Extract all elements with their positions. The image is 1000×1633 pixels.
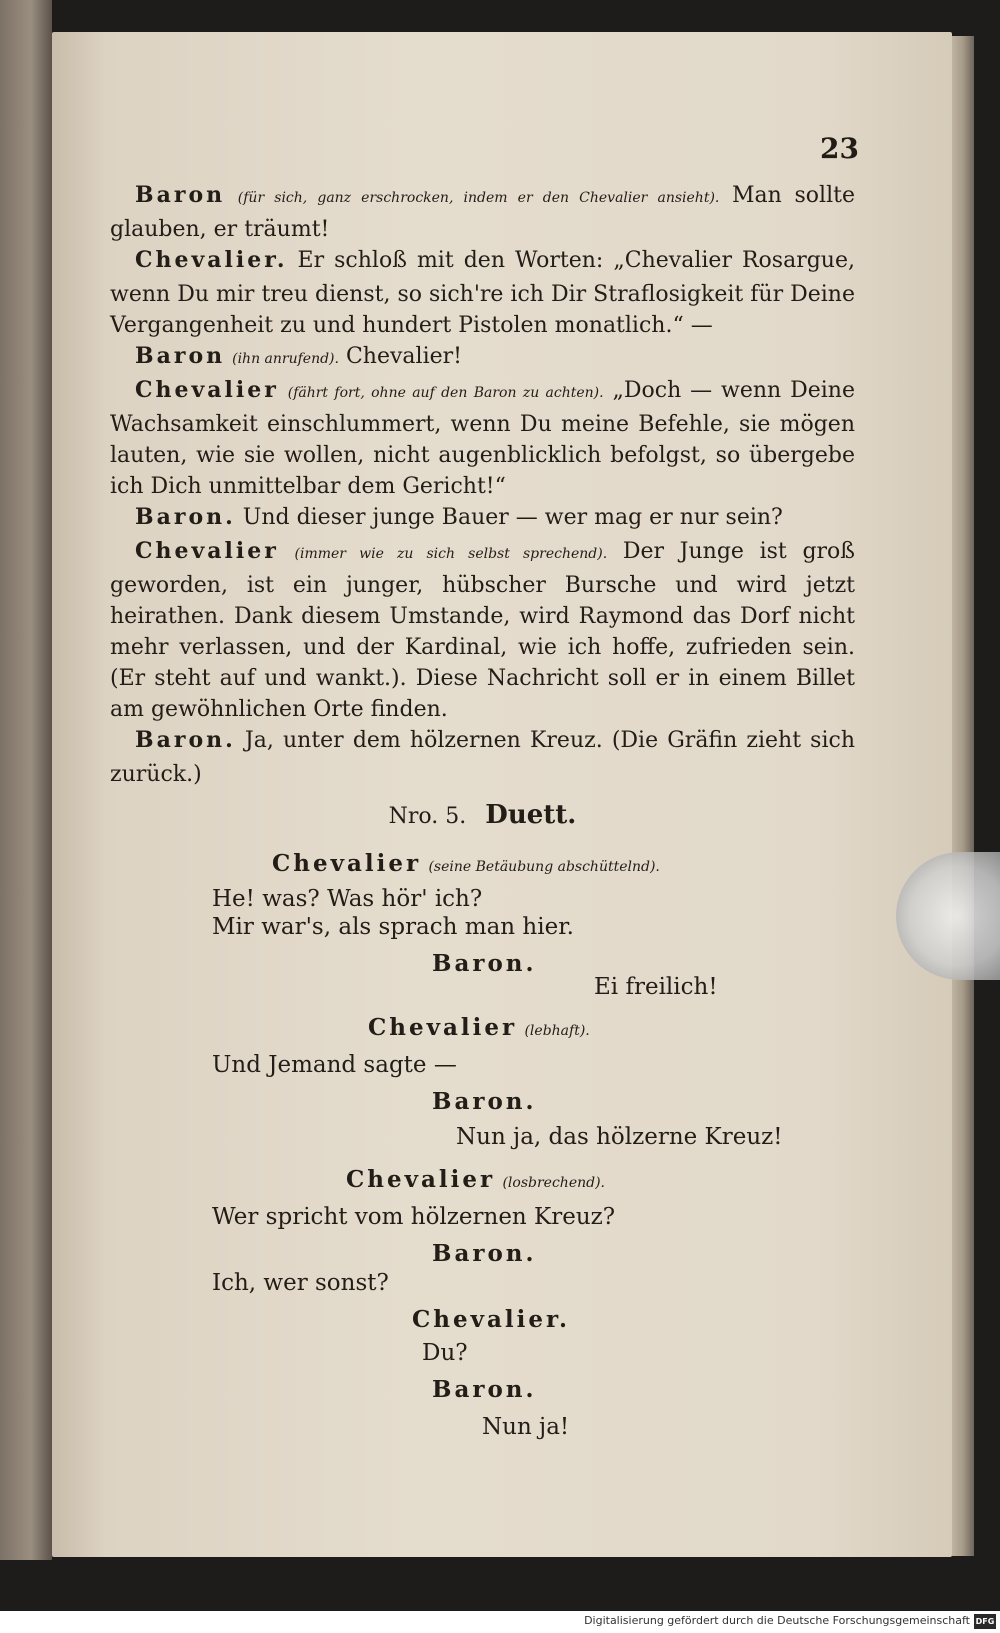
speaker-name: Baron. xyxy=(432,1376,537,1403)
speaker-line xyxy=(346,1166,605,1193)
speaker-name: Chevalier. xyxy=(135,247,288,273)
dialogue-text: Er schloß mit den Worten: „Chevalier Rosargue, wenn Du mir treu dienst, so sich're ich Dir Straflosigkeit für Deine Vergangenheit zu und hundert Pistolen monatlich.“ — xyxy=(110,248,855,338)
number-heading xyxy=(110,800,855,830)
dialogue-text: Der Junge ist groß geworden, ist ein junger, hübscher Bursche und wird jetzt heirathen. Dank diesem Umstande, wird Raymond das Dorf nicht mehr verlassen, und der Kardinal, wie ich hoffe, zufrieden sein. (Er steht auf und wankt.). Diese Nachricht soll er in einem Billet am gewöhnlichen Orte finden. xyxy=(110,539,855,722)
number-label: Nro. 5. xyxy=(388,804,467,829)
speaker-name: Baron xyxy=(135,343,226,369)
paragraph xyxy=(110,725,855,790)
paragraph xyxy=(110,245,855,341)
dialogue-text: „Doch — wenn Deine Wachsamkeit einschlummert, wenn Du meine Befehle, sie mögen lauten, wie sie wollen, nicht augenblicklich befolgst, so übergebe ich Dich unmittelbar dem Gericht!“ xyxy=(110,378,855,499)
speaker-line xyxy=(432,1240,537,1267)
dialogue-text: Chevalier! xyxy=(345,344,462,369)
left-page-edge xyxy=(0,0,52,1560)
speaker-name: Baron. xyxy=(432,1240,537,1267)
funding-credit: Digitalisierung gefördert durch die Deutsche Forschungsgemeinschaft xyxy=(584,1614,970,1627)
section-title: Duett. xyxy=(485,800,577,830)
speaker-name: Chevalier xyxy=(135,377,279,403)
verse-line: Ei freilich! xyxy=(594,974,718,1000)
verse-line: Du? xyxy=(422,1340,468,1366)
dialogue-text: Ja, unter dem hölzernen Kreuz. (Die Gräfin zieht sich zurück.) xyxy=(110,728,856,787)
speaker-name: Baron. xyxy=(432,950,537,977)
stage-direction: (losbrechend). xyxy=(502,1175,605,1191)
dialogue-text: Man sollte glauben, er träumt! xyxy=(110,183,855,242)
verse-line: Mir war's, als sprach man hier. xyxy=(212,914,574,940)
paragraph xyxy=(110,375,855,502)
speaker-line xyxy=(432,950,537,977)
stage-direction: (fährt fort, ohne auf den Baron zu achten). xyxy=(287,385,604,401)
footer-bar xyxy=(0,1611,1000,1633)
paragraph xyxy=(110,502,855,536)
speaker-name: Baron. xyxy=(432,1088,537,1115)
stage-direction: (lebhaft). xyxy=(524,1023,590,1039)
stage-direction: (ihn anrufend). xyxy=(232,351,339,367)
speaker-line xyxy=(272,850,660,877)
dialogue-text: Und dieser junge Bauer — wer mag er nur sein? xyxy=(242,505,783,530)
verse-line: Ich, wer sonst? xyxy=(212,1270,389,1296)
speaker-name: Baron. xyxy=(135,504,236,530)
speaker-name: Chevalier xyxy=(346,1166,496,1193)
speaker-line xyxy=(432,1376,537,1403)
paragraph xyxy=(110,180,855,245)
speaker-line xyxy=(432,1088,537,1115)
stage-direction: (seine Betäubung abschüttelnd). xyxy=(428,859,660,875)
page-stack-edge xyxy=(952,36,974,1556)
verse-line: Nun ja! xyxy=(482,1414,570,1440)
speaker-name: Chevalier xyxy=(135,538,279,564)
speaker-name: Chevalier. xyxy=(412,1306,571,1333)
prose-text xyxy=(110,180,855,790)
speaker-name: Baron xyxy=(135,182,226,208)
speaker-line xyxy=(412,1306,570,1333)
stage-direction: (für sich, ganz erschrocken, indem er den Chevalier ansieht). xyxy=(237,190,720,206)
paragraph xyxy=(110,536,855,725)
speaker-name: Baron. xyxy=(135,727,236,753)
dfg-logo: DFG xyxy=(974,1614,996,1629)
speaker-line xyxy=(368,1014,590,1041)
verse-line: He! was? Was hör' ich? xyxy=(212,886,483,912)
speaker-name: Chevalier xyxy=(272,850,422,877)
verse-line: Nun ja, das hölzerne Kreuz! xyxy=(456,1124,783,1150)
verse-line: Und Jemand sagte — xyxy=(212,1052,457,1078)
stage-direction: (immer wie zu sich selbst sprechend). xyxy=(294,546,608,562)
paragraph xyxy=(110,341,855,375)
speaker-name: Chevalier xyxy=(368,1014,518,1041)
verse-line: Wer spricht vom hölzernen Kreuz? xyxy=(212,1204,616,1230)
page-number: 23 xyxy=(820,132,859,165)
